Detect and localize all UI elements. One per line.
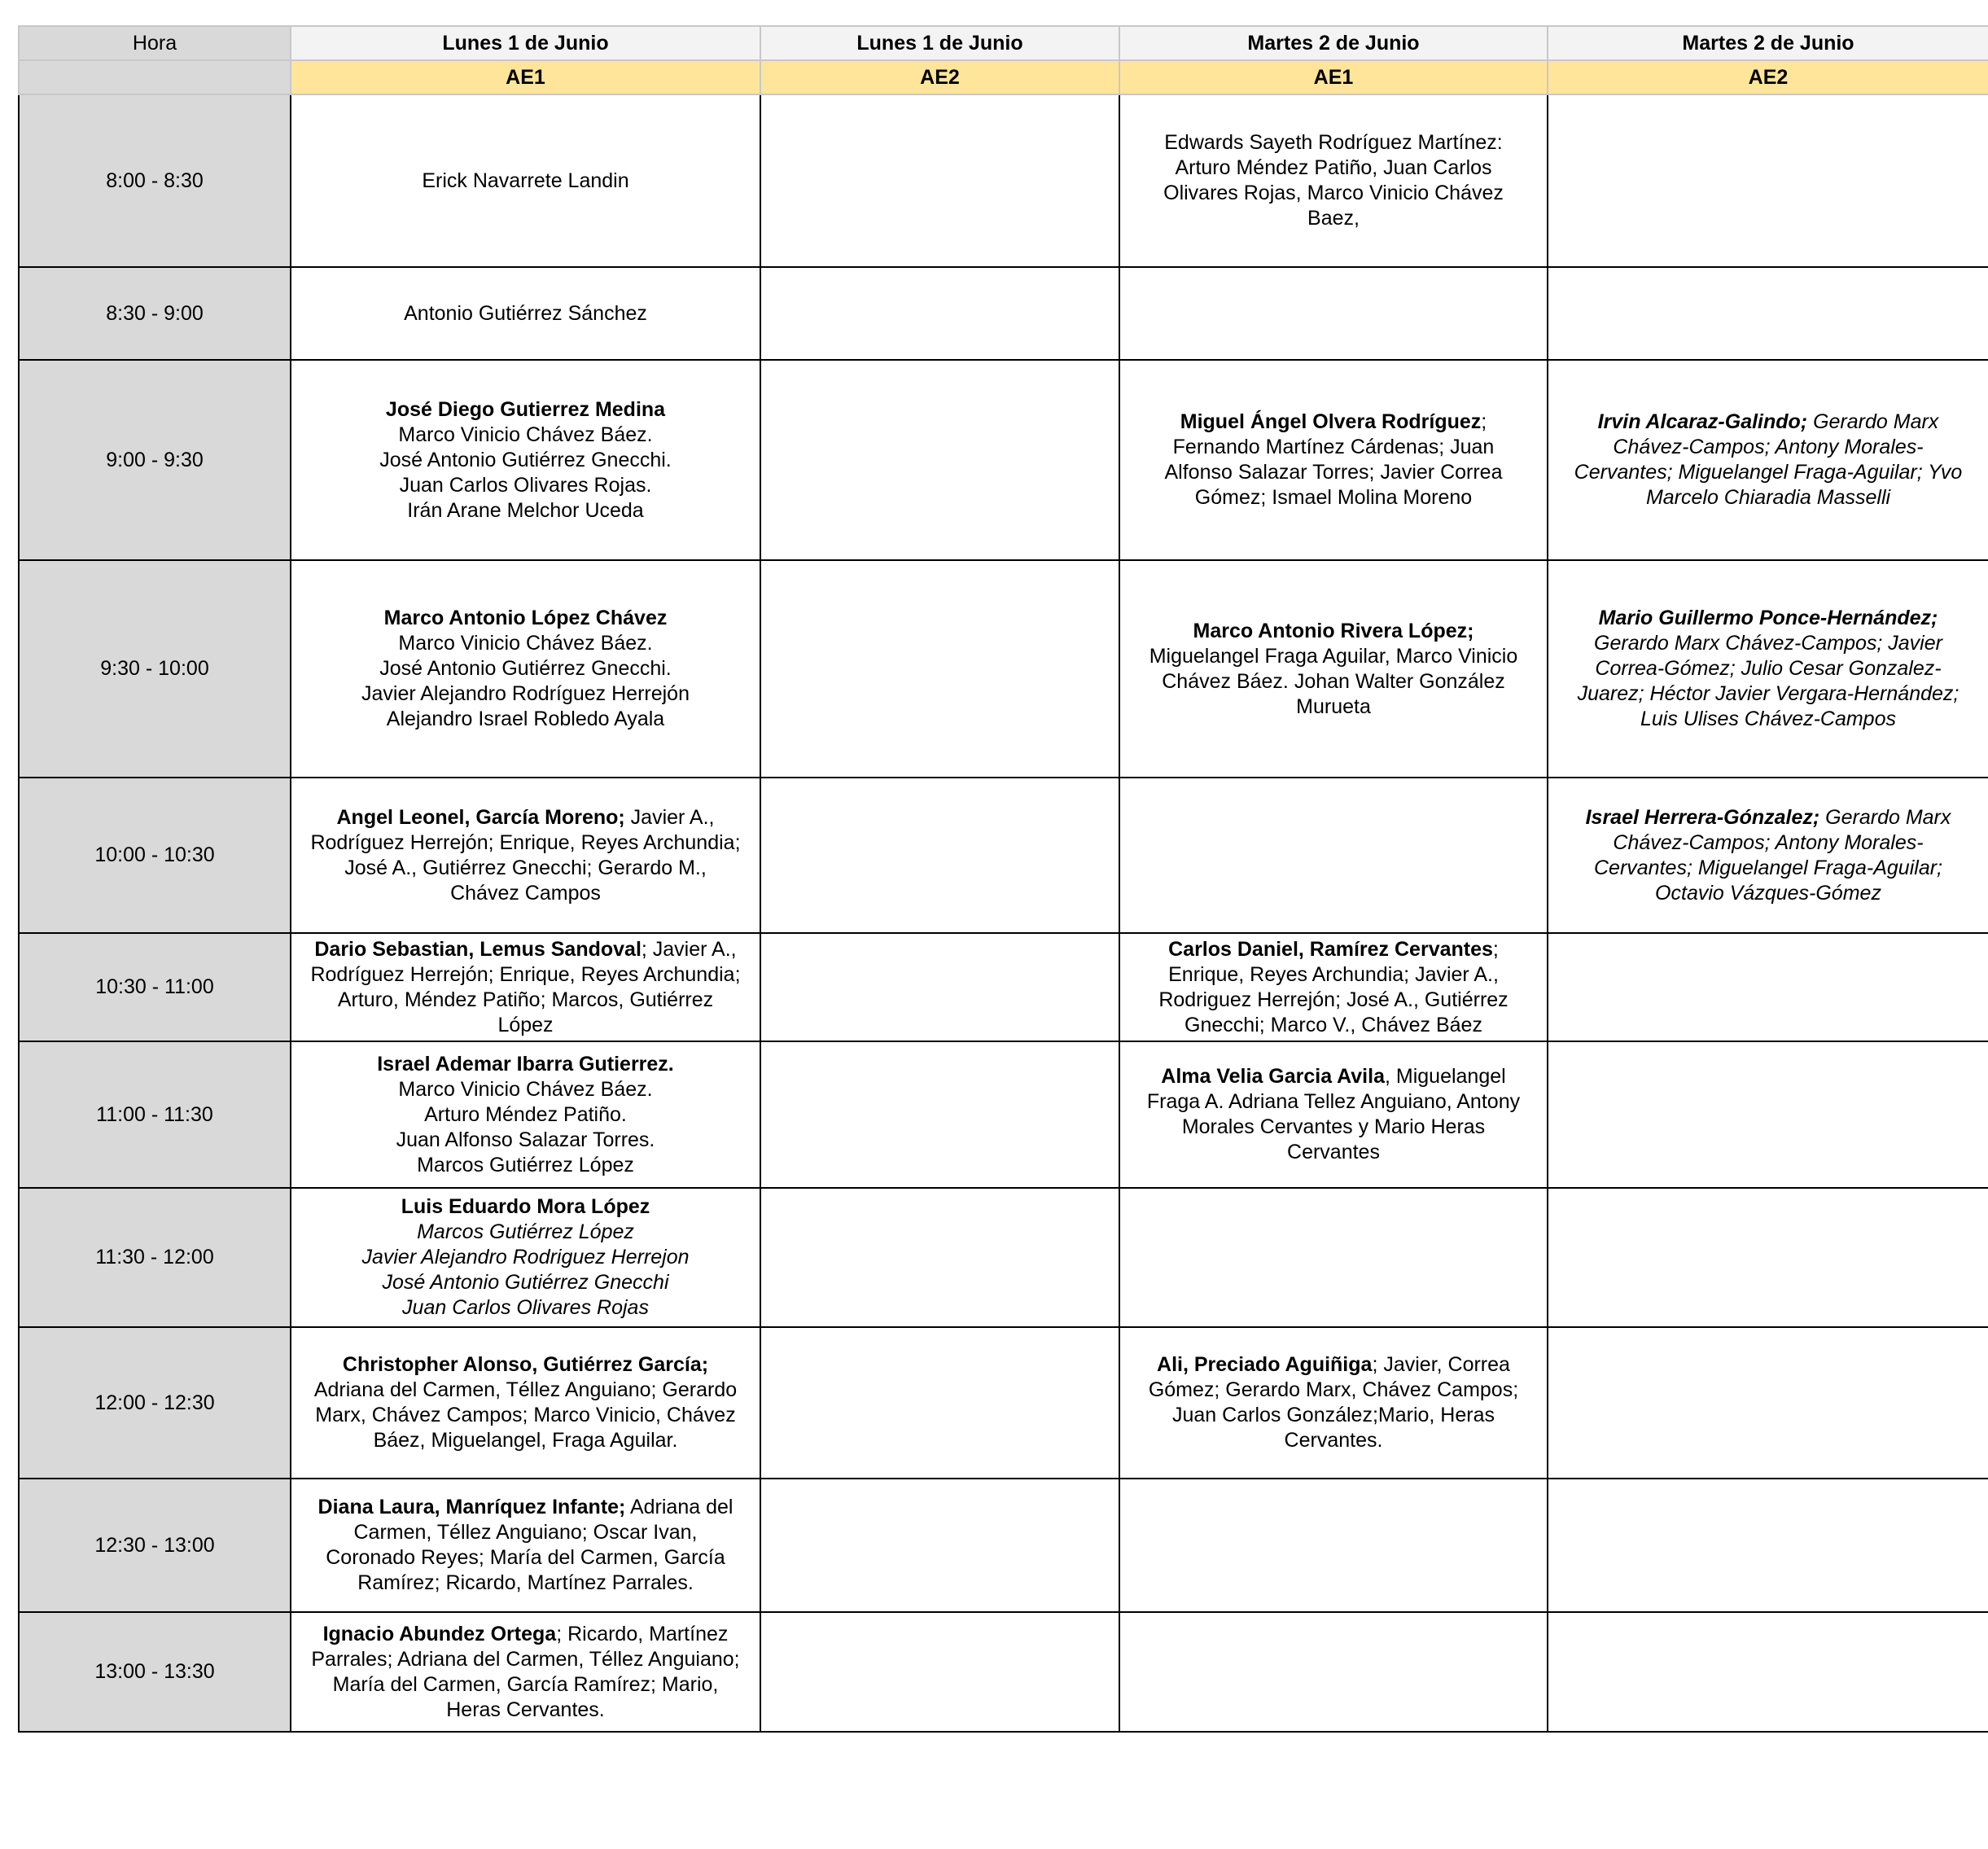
participant-text: Fraga A. Adriana Tellez Anguiano, Antony — [1146, 1090, 1521, 1113]
cell-line — [296, 1013, 755, 1038]
cell-line — [296, 1622, 755, 1647]
schedule-cell — [291, 933, 760, 1041]
cell-line — [296, 631, 755, 656]
participant-text: ; Ricardo, Martínez — [556, 1622, 729, 1645]
cell-line — [1553, 856, 1983, 881]
presenter-name: Angel Leonel, García Moreno; — [336, 805, 625, 829]
cell-line — [296, 1403, 755, 1428]
cell-line — [1553, 485, 1983, 510]
cell-line — [296, 962, 755, 988]
schedule-cell — [291, 1612, 760, 1732]
header-room: AE1 — [1119, 60, 1548, 94]
header-day: Lunes 1 de Junio — [760, 26, 1119, 60]
cell-line — [1125, 619, 1542, 644]
cell-line — [296, 1571, 755, 1596]
cell-line — [296, 1220, 755, 1245]
participant-text: Rodríguez Herrejón; Enrique, Reyes Archundia; — [310, 830, 741, 854]
schedule-cell — [760, 1479, 1119, 1612]
cell-line — [296, 1545, 755, 1571]
schedule-cell — [1119, 94, 1548, 267]
schedule-cell — [1548, 360, 1988, 560]
header-rooms-row — [19, 60, 1988, 94]
schedule-cell — [760, 94, 1119, 267]
schedule-cell — [1119, 1327, 1548, 1479]
header-room: AE1 — [291, 60, 760, 94]
schedule-table — [18, 25, 1988, 1733]
cell-line — [1553, 460, 1983, 485]
schedule-cell — [1119, 560, 1548, 778]
schedule-cell — [1548, 1327, 1988, 1479]
participant-text: Octavio Vázques-Gómez — [1655, 881, 1881, 905]
cell-line — [296, 805, 755, 830]
cell-line — [1125, 1352, 1542, 1378]
cell-line — [296, 1520, 755, 1545]
presenter-name: Alma Velia Garcia Avila — [1161, 1065, 1385, 1088]
schedule-cell — [760, 933, 1119, 1041]
presenter-name: Luis Eduardo Mora López — [401, 1195, 650, 1218]
participant-text: , Miguelangel — [1384, 1065, 1506, 1088]
schedule-cell — [1119, 267, 1548, 360]
cell-line — [1125, 1013, 1542, 1038]
participant-text: Cervantes. — [1284, 1429, 1383, 1452]
cell-line — [296, 656, 755, 681]
participant-text: Gnecchi; Marco V., Chávez Báez — [1184, 1013, 1482, 1036]
cell-line — [1125, 937, 1542, 962]
cell-line — [1125, 410, 1542, 435]
time-slot: 9:30 - 10:00 — [19, 560, 291, 778]
schedule-row — [19, 360, 1988, 560]
participant-text: Gómez; Gerardo Marx, Chávez Campos; — [1148, 1378, 1519, 1401]
participant-text: Ramírez; Ricardo, Martínez Parrales. — [357, 1571, 694, 1594]
time-slot: 8:00 - 8:30 — [19, 94, 291, 267]
schedule-row — [19, 94, 1988, 267]
cell-line — [1125, 1378, 1542, 1403]
participant-text: Marcelo Chiaradia Masselli — [1645, 486, 1891, 509]
schedule-row — [19, 778, 1988, 933]
participant-text: ; — [1481, 410, 1487, 433]
cell-line — [1553, 435, 1983, 460]
participant-text: Enrique, Reyes Archundia; Javier A., — [1168, 962, 1499, 986]
cell-line — [296, 1647, 755, 1672]
header-day: Martes 2 de Junio — [1548, 26, 1988, 60]
schedule-cell — [291, 1041, 760, 1188]
presenter-name: Dario Sebastian, Lemus Sandoval — [314, 937, 642, 961]
participant-text: Juan Carlos González;Mario, Heras — [1172, 1404, 1495, 1426]
participant-text: Adriana del — [625, 1496, 733, 1518]
participant-text: Báez, Miguelangel, Fraga Aguilar. — [373, 1429, 678, 1452]
cell-line — [1553, 410, 1983, 435]
schedule-cell — [1548, 267, 1988, 360]
schedule-cell — [1119, 778, 1548, 933]
participant-text: Arturo, Méndez Patiño; Marcos, Gutiérrez — [337, 988, 714, 1011]
cell-line — [1125, 1089, 1542, 1115]
cell-line — [1125, 1403, 1542, 1428]
participant-text: Gerardo Marx — [1807, 410, 1939, 433]
cell-line — [296, 1352, 755, 1378]
cell-line — [296, 1698, 755, 1723]
cell-line — [1553, 707, 1983, 732]
cell-line — [296, 856, 755, 881]
cell-line — [296, 1270, 755, 1295]
header-room: AE2 — [760, 60, 1119, 94]
time-slot: 11:00 - 11:30 — [19, 1041, 291, 1188]
presenter-name: Carlos Daniel, Ramírez Cervantes — [1168, 937, 1493, 961]
participant-text: Fernando Martínez Cárdenas; Juan — [1172, 436, 1495, 458]
cell-line — [1125, 694, 1542, 720]
participant-text: Carmen, Téllez Anguiano; Oscar Ivan, — [353, 1521, 698, 1544]
schedule-cell — [1119, 1612, 1548, 1732]
header-room: AE2 — [1548, 60, 1988, 94]
participant-text: Chávez Báez. Johan Walter González — [1162, 669, 1505, 693]
schedule-cell — [1548, 1188, 1988, 1327]
participant-text: Gerardo Marx — [1819, 805, 1951, 829]
participant-text: Marco Vinicio Chávez Báez. — [398, 423, 653, 446]
cell-line — [296, 937, 755, 962]
schedule-cell — [291, 267, 760, 360]
cell-line — [1125, 206, 1542, 231]
cell-line — [296, 606, 755, 631]
cell-line — [296, 1245, 755, 1270]
cell-line — [296, 1378, 755, 1403]
participant-text: Luis Ulises Chávez-Campos — [1640, 708, 1896, 730]
schedule-cell — [1548, 1612, 1988, 1732]
cell-line — [1125, 988, 1542, 1013]
participant-text: Rodriguez Herrejón; José A., Gutiérrez — [1158, 988, 1509, 1011]
participant-text: Rodríguez Herrejón; Enrique, Reyes Archundia; — [310, 962, 741, 986]
participant-text: Parrales; Adriana del Carmen, Téllez Anguiano; — [311, 1647, 740, 1671]
cell-line — [1553, 681, 1983, 707]
participant-text: Irán Arane Melchor Uceda — [407, 498, 644, 522]
schedule-cell — [760, 778, 1119, 933]
time-slot: 9:00 - 9:30 — [19, 360, 291, 560]
cell-line — [1125, 1115, 1542, 1140]
schedule-cell — [760, 1041, 1119, 1188]
participant-text: Coronado Reyes; María del Carmen, García — [326, 1546, 725, 1569]
schedule-cell — [291, 560, 760, 778]
time-slot: 10:00 - 10:30 — [19, 778, 291, 933]
cell-line — [296, 1102, 755, 1128]
header-hora-blank — [19, 60, 291, 94]
cell-line — [296, 707, 755, 732]
participant-text: Gómez; Ismael Molina Moreno — [1194, 486, 1473, 509]
participant-text: Marcos Gutiérrez López — [417, 1153, 634, 1176]
time-slot: 11:30 - 12:00 — [19, 1188, 291, 1327]
participant-text: Juan Carlos Olivares Rojas — [402, 1296, 649, 1319]
schedule-cell — [291, 1327, 760, 1479]
schedule-cell — [291, 778, 760, 933]
schedule-cell — [1548, 1041, 1988, 1188]
schedule-row — [19, 933, 1988, 1041]
schedule-row — [19, 1188, 1988, 1327]
cell-line — [296, 423, 755, 448]
time-slot: 8:30 - 9:00 — [19, 267, 291, 360]
schedule-cell — [760, 267, 1119, 360]
schedule-cell — [291, 360, 760, 560]
presenter-name: Christopher Alonso, Gutiérrez García; — [342, 1353, 709, 1376]
presenter-name: Marco Antonio Rivera López; — [1193, 619, 1474, 642]
cell-line — [1553, 606, 1983, 631]
participant-text: Arturo Méndez Patiño, Juan Carlos — [1175, 156, 1492, 179]
schedule-cell — [1119, 1188, 1548, 1327]
cell-line — [296, 397, 755, 423]
cell-line — [296, 988, 755, 1013]
participant-text: Chávez-Campos; Antony Morales- — [1613, 436, 1924, 458]
participant-text: José Antonio Gutiérrez Gnecchi — [382, 1271, 669, 1294]
participant-text: Chávez-Campos; Antony Morales- — [1613, 830, 1924, 854]
schedule-row — [19, 1041, 1988, 1188]
cell-line — [296, 881, 755, 906]
schedule-cell — [1119, 933, 1548, 1041]
participant-text: Marx, Chávez Campos; Marco Vinicio, Chávez — [315, 1404, 736, 1426]
time-slot: 12:30 - 13:00 — [19, 1479, 291, 1612]
participant-text: Chávez Campos — [450, 881, 601, 905]
cell-line — [296, 498, 755, 524]
participant-text: Juan Carlos Olivares Rojas. — [399, 473, 652, 497]
cell-line — [296, 1495, 755, 1520]
participant-text: Correa-Gómez; Julio Cesar Gonzalez- — [1595, 657, 1942, 680]
presenter-name: Ali, Preciado Aguiñiga — [1157, 1353, 1373, 1376]
presenter-name: Mario Guillermo Ponce-Hernández; — [1598, 607, 1938, 629]
participant-text: Marco Vinicio Chávez Báez. — [398, 632, 653, 655]
presenter-name: Diana Laura, Manríquez Infante; — [317, 1496, 626, 1518]
participant-text: Heras Cervantes. — [446, 1698, 605, 1721]
schedule-cell — [1119, 360, 1548, 560]
participant-text: José A., Gutiérrez Gnecchi; Gerardo M., — [344, 856, 707, 879]
cell-line — [296, 1295, 755, 1321]
schedule-row — [19, 267, 1988, 360]
participant-text: Cervantes — [1287, 1141, 1380, 1163]
cell-line — [1553, 881, 1983, 906]
cell-line — [296, 1194, 755, 1220]
schedule-row — [19, 560, 1988, 778]
participant-text: Cervantes; Miguelangel Fraga-Aguilar; — [1594, 856, 1942, 879]
participant-text: Juan Alfonso Salazar Torres. — [396, 1128, 655, 1151]
cell-line — [296, 301, 755, 326]
header-day: Lunes 1 de Junio — [291, 26, 760, 60]
participant-text: Murueta — [1296, 694, 1371, 718]
cell-line — [1125, 460, 1542, 485]
participant-text: Morales Cervantes y Mario Heras — [1181, 1115, 1486, 1138]
cell-line — [1125, 181, 1542, 206]
cell-line — [296, 830, 755, 856]
participant-text: Arturo Méndez Patiño. — [424, 1102, 627, 1126]
cell-line — [1553, 830, 1983, 856]
time-slot: 13:00 - 13:30 — [19, 1612, 291, 1732]
participant-text: Gerardo Marx Chávez-Campos; Javier — [1594, 632, 1942, 655]
cell-line — [1125, 669, 1542, 694]
participant-text: Alfonso Salazar Torres; Javier Correa — [1164, 461, 1503, 484]
schedule-cell — [1548, 778, 1988, 933]
presenter-name: José Diego Gutierrez Medina — [385, 397, 666, 421]
cell-line — [296, 1128, 755, 1153]
cell-line — [1125, 644, 1542, 669]
participant-text: Miguelangel Fraga Aguilar, Marco Vinicio — [1149, 644, 1518, 668]
header-day: Martes 2 de Junio — [1119, 26, 1548, 60]
schedule-row — [19, 1327, 1988, 1479]
time-slot: 12:00 - 12:30 — [19, 1327, 291, 1479]
time-slot: 10:30 - 11:00 — [19, 933, 291, 1041]
presenter-name: Irvin Alcaraz-Galindo; — [1597, 410, 1808, 433]
participant-text: ; — [1492, 937, 1499, 961]
participant-text: ; Javier, Correa — [1372, 1353, 1510, 1376]
cell-line — [1553, 805, 1983, 830]
schedule-cell — [760, 360, 1119, 560]
cell-line — [1553, 631, 1983, 656]
cell-line — [1125, 1140, 1542, 1165]
cell-line — [1125, 485, 1542, 510]
cell-line — [1125, 1428, 1542, 1453]
cell-line — [296, 448, 755, 473]
cell-line — [296, 1428, 755, 1453]
schedule-row — [19, 1479, 1988, 1612]
cell-line — [1125, 435, 1542, 460]
participant-text: Marcos Gutiérrez López — [417, 1220, 634, 1243]
participant-text: Baez, — [1307, 207, 1360, 230]
schedule-cell — [1119, 1041, 1548, 1188]
participant-text: José Antonio Gutiérrez Gnecchi. — [379, 657, 672, 680]
cell-line — [296, 169, 755, 194]
header-hora: Hora — [19, 26, 291, 60]
cell-line — [1125, 962, 1542, 988]
participant-text: Javier Alejandro Rodríguez Herrejón — [361, 682, 690, 705]
participant-text: Antonio Gutiérrez Sánchez — [404, 301, 647, 325]
participant-text: Alejandro Israel Robledo Ayala — [386, 708, 665, 730]
cell-line — [296, 1077, 755, 1102]
schedule-cell — [291, 1479, 760, 1612]
presenter-name: Israel Ademar Ibarra Gutierrez. — [377, 1052, 674, 1076]
participant-text: Erick Navarrete Landin — [422, 169, 629, 192]
cell-line — [296, 1153, 755, 1178]
cell-line — [1553, 656, 1983, 681]
participant-text: Adriana del Carmen, Téllez Anguiano; Gerardo — [313, 1378, 738, 1401]
cell-line — [1125, 130, 1542, 156]
cell-line — [296, 473, 755, 498]
presenter-name: Marco Antonio López Chávez — [383, 607, 668, 629]
schedule-cell — [291, 1188, 760, 1327]
schedule-cell — [760, 1612, 1119, 1732]
header-days-row — [19, 26, 1988, 60]
schedule-cell — [1548, 560, 1988, 778]
presenter-name: Ignacio Abundez Ortega — [322, 1622, 557, 1645]
presenter-name: Israel Herrera-Gónzalez; — [1585, 805, 1820, 829]
schedule-cell — [1548, 933, 1988, 1041]
cell-line — [296, 1672, 755, 1698]
schedule-cell — [1548, 94, 1988, 267]
schedule-cell — [291, 94, 760, 267]
schedule-cell — [760, 1188, 1119, 1327]
participant-text: Marco Vinicio Chávez Báez. — [398, 1077, 653, 1101]
participant-text: ; Javier A., — [641, 937, 737, 961]
schedule-cell — [760, 1327, 1119, 1479]
participant-text: María del Carmen, García Ramírez; Mario, — [332, 1672, 719, 1696]
cell-line — [296, 681, 755, 707]
schedule-cell — [760, 560, 1119, 778]
schedule-cell — [1119, 1479, 1548, 1612]
participant-text: López — [497, 1013, 554, 1036]
participant-text: Olivares Rojas, Marco Vinicio Chávez — [1163, 182, 1504, 204]
cell-line — [1125, 1064, 1542, 1089]
participant-text: Javier A., — [624, 805, 715, 829]
schedule-row — [19, 1612, 1988, 1732]
participant-text: José Antonio Gutiérrez Gnecchi. — [379, 448, 672, 471]
cell-line — [1125, 156, 1542, 181]
participant-text: Juarez; Héctor Javier Vergara-Hernández; — [1577, 682, 1960, 705]
participant-text: Cervantes; Miguelangel Fraga-Aguilar; Yvo — [1574, 461, 1963, 484]
cell-line — [296, 1052, 755, 1077]
participant-text: Javier Alejandro Rodriguez Herrejon — [361, 1246, 690, 1268]
presenter-name: Miguel Ángel Olvera Rodríguez — [1180, 410, 1482, 433]
schedule-cell — [1548, 1479, 1988, 1612]
participant-text: Edwards Sayeth Rodríguez Martínez: — [1164, 131, 1503, 154]
